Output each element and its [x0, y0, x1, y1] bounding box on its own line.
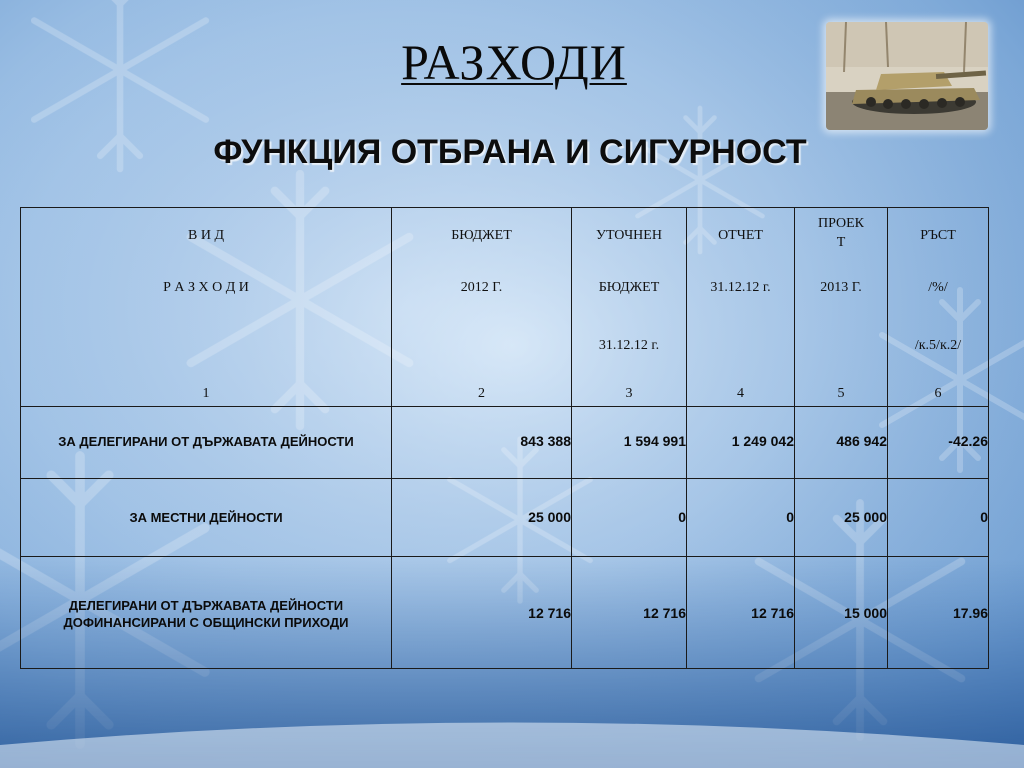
- row-label: [21, 407, 392, 479]
- header-cell-revised-budget: [572, 208, 687, 407]
- cell-value-text: 0: [980, 509, 988, 525]
- row-label-text: ЗА МЕСТНИ ДЕЙНОСТИ: [129, 510, 283, 525]
- cell-value-text: 0: [678, 509, 686, 525]
- header-cell-project: [795, 208, 888, 407]
- table-row: [21, 557, 989, 669]
- header-line: 31.12.12 г.: [710, 280, 771, 295]
- cell-value: [888, 557, 989, 669]
- cell-value: [888, 479, 989, 557]
- cell-value-text: 486 942: [836, 433, 887, 449]
- header-line: БЮДЖЕТ: [451, 228, 512, 243]
- cell-value: [795, 479, 888, 557]
- cell-value-text: 25 000: [844, 509, 887, 525]
- header-line: Т: [836, 235, 846, 250]
- header-cell-budget: [392, 208, 572, 407]
- header-line: 31.12.12 г.: [598, 338, 660, 353]
- row-label-text: ДЕЛЕГИРАНИ ОТ ДЪРЖАВАТА ДЕЙНОСТИ ДОФИНАНСИРАНИ С ОБЩИНСКИ ПРИХОДИ: [63, 598, 349, 630]
- header-cell-type: [21, 208, 392, 407]
- cell-value: [888, 407, 989, 479]
- slide-subtitle: ФУНКЦИЯ ОТБРАНА И СИГУРНОСТ: [213, 133, 807, 171]
- cell-value-text: 12 716: [751, 605, 794, 621]
- cell-value: [572, 407, 687, 479]
- cell-value: [795, 407, 888, 479]
- cell-value: [795, 557, 888, 669]
- cell-value: [572, 479, 687, 557]
- cell-value: [687, 557, 795, 669]
- header-number: 4: [737, 386, 744, 401]
- slide-title: РАЗХОДИ: [401, 34, 627, 90]
- cell-value-text: 12 716: [528, 605, 571, 621]
- table-header-row: [21, 208, 989, 407]
- header-line: В И Д: [188, 228, 224, 243]
- cell-value: [572, 557, 687, 669]
- header-cell-growth: [888, 208, 989, 407]
- header-line: Р А З Х О Д И: [163, 280, 249, 295]
- cell-value-text: 843 388: [520, 433, 571, 449]
- row-label: [21, 479, 392, 557]
- header-line: 2012 Г.: [460, 280, 503, 295]
- cell-value-text: 15 000: [844, 605, 887, 621]
- header-number: 2: [478, 386, 485, 401]
- header-line: /%/: [928, 280, 948, 295]
- header-line: ПРОЕК: [817, 216, 865, 231]
- header-line: ОТЧЕТ: [718, 228, 763, 243]
- cell-value: [392, 407, 572, 479]
- cell-value-text: 1 249 042: [731, 433, 794, 449]
- header-line: БЮДЖЕТ: [598, 280, 660, 295]
- header-line: РЪСТ: [920, 228, 956, 243]
- table-row: [21, 479, 989, 557]
- cell-value: [687, 479, 795, 557]
- cell-value-text: 17.96: [952, 605, 988, 621]
- row-label-text: ЗА ДЕЛЕГИРАНИ ОТ ДЪРЖАВАТА ДЕЙНОСТИ: [58, 434, 354, 449]
- cell-value: [687, 407, 795, 479]
- tank-photo-icon: [826, 22, 988, 130]
- header-number: 5: [837, 386, 845, 401]
- cell-value: [392, 557, 572, 669]
- budget-table: [20, 207, 989, 669]
- cell-value-text: 0: [786, 509, 794, 525]
- cell-value: [392, 479, 572, 557]
- header-number: 6: [934, 386, 942, 401]
- header-cell-report: [687, 208, 795, 407]
- header-line: /к.5/к.2/: [914, 338, 962, 353]
- header-number: 1: [202, 386, 210, 401]
- cell-value-text: 25 000: [528, 509, 571, 525]
- cell-value-text: -42.26: [948, 433, 988, 449]
- header-line: УТОЧНЕН: [596, 228, 662, 243]
- header-number: 3: [625, 386, 633, 401]
- header-line: 2013 Г.: [820, 280, 862, 295]
- table-row: [21, 407, 989, 479]
- row-label: [21, 557, 392, 669]
- cell-value-text: 1 594 991: [623, 433, 686, 449]
- cell-value-text: 12 716: [643, 605, 686, 621]
